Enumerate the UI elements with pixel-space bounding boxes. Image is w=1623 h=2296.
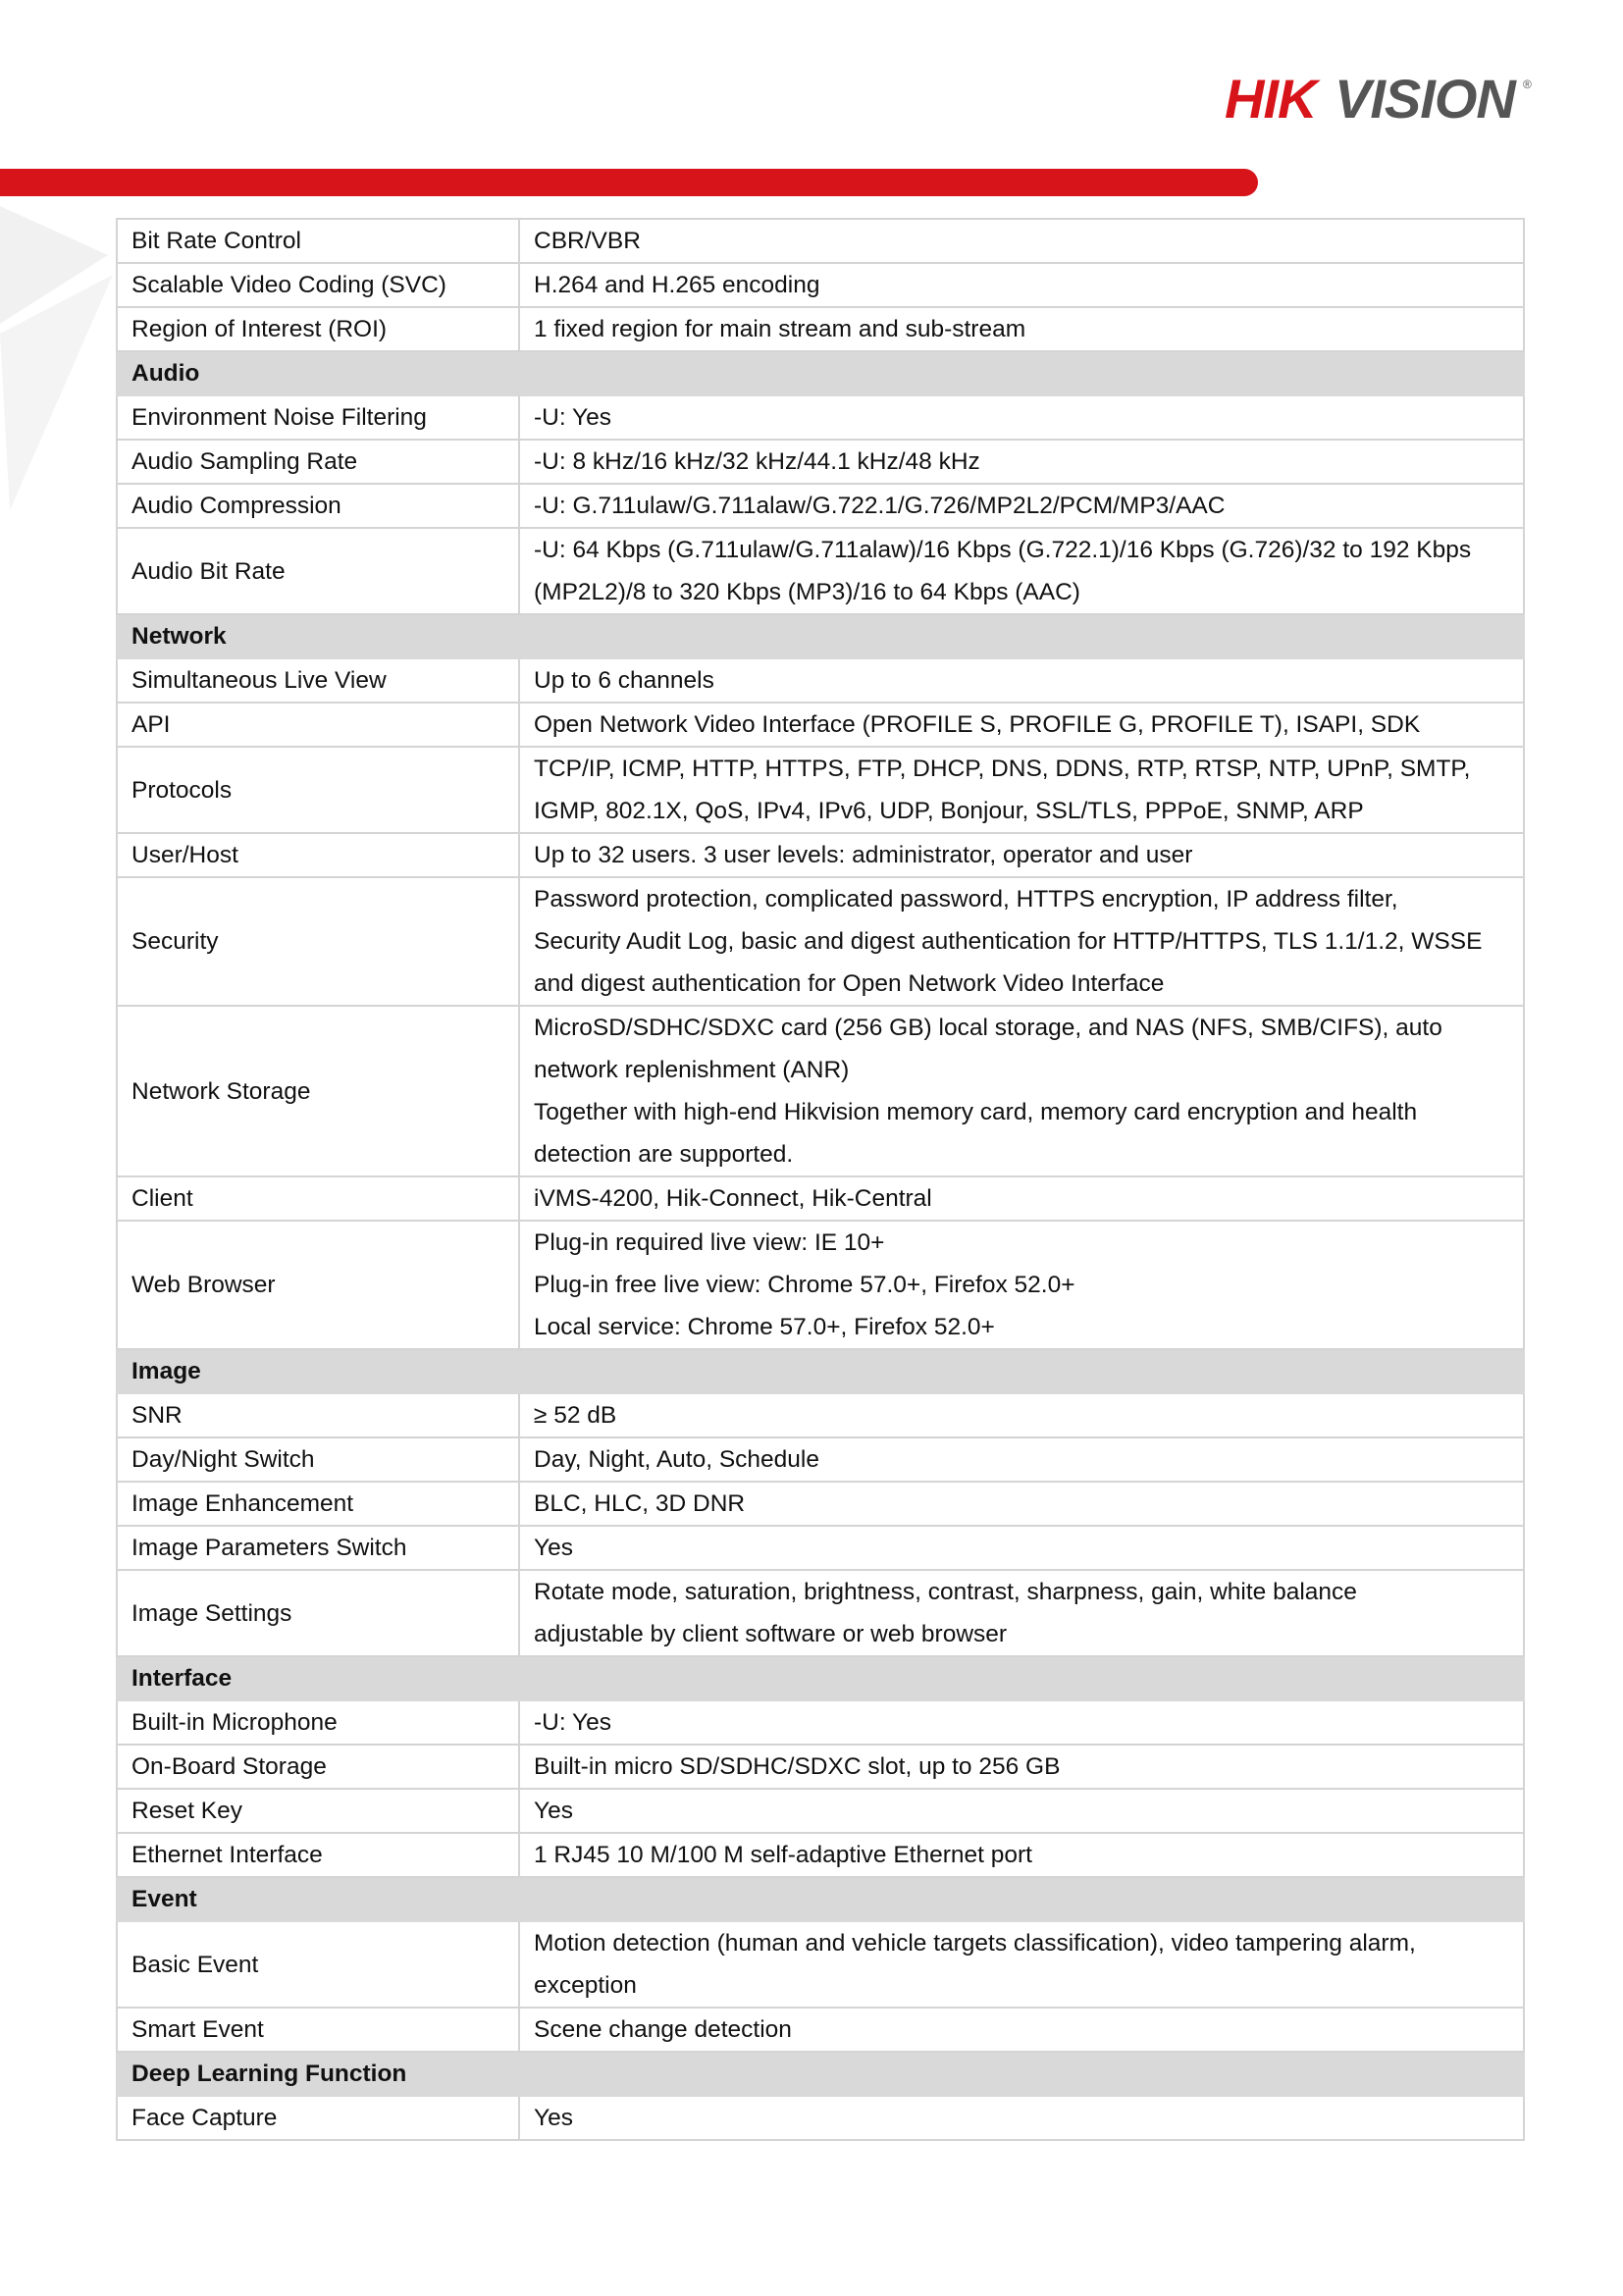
- spec-row: [117, 1176, 1524, 1221]
- spec-row: [117, 877, 1524, 1006]
- spec-label: Security: [117, 877, 519, 1006]
- spec-table: [116, 218, 1525, 2141]
- spec-value-line: Yes: [534, 1535, 573, 1561]
- spec-label: Image Enhancement: [117, 1482, 519, 1526]
- spec-value: [519, 1482, 1524, 1526]
- spec-value: [519, 658, 1524, 703]
- hikvision-logo-mark: [1225, 61, 1539, 137]
- spec-value: [519, 219, 1524, 263]
- spec-row: [117, 747, 1524, 833]
- spec-row: [117, 219, 1524, 263]
- spec-label: Simultaneous Live View: [117, 658, 519, 703]
- spec-row: [117, 1526, 1524, 1570]
- spec-value: [519, 833, 1524, 877]
- spec-value-line: exception: [534, 1972, 637, 1999]
- spec-label: Built-in Microphone: [117, 1700, 519, 1745]
- spec-value-line: ≥ 52 dB: [534, 1402, 617, 1429]
- spec-value-line: Local service: Chrome 57.0+, Firefox 52.0+: [534, 1314, 995, 1340]
- spec-label: Basic Event: [117, 1921, 519, 2008]
- spec-value: [519, 1176, 1524, 1221]
- spec-row: [117, 1921, 1524, 2008]
- spec-row: [117, 440, 1524, 484]
- spec-value-line: CBR/VBR: [534, 228, 641, 254]
- spec-label: Scalable Video Coding (SVC): [117, 263, 519, 307]
- section-filler: [519, 1349, 1524, 1393]
- spec-value: [519, 2096, 1524, 2140]
- spec-value-line: Plug-in required live view: IE 10+: [534, 1229, 885, 1256]
- spec-row: [117, 833, 1524, 877]
- spec-value: [519, 484, 1524, 528]
- spec-row: [117, 395, 1524, 440]
- spec-value: [519, 440, 1524, 484]
- spec-label: User/Host: [117, 833, 519, 877]
- spec-row: [117, 1570, 1524, 1656]
- spec-value: [519, 1745, 1524, 1789]
- section-title: Network: [117, 614, 519, 658]
- spec-label: Ethernet Interface: [117, 1833, 519, 1877]
- spec-row: [117, 1437, 1524, 1482]
- spec-value-line: -U: Yes: [534, 1709, 611, 1736]
- spec-row: [117, 1221, 1524, 1349]
- spec-row: [117, 2096, 1524, 2140]
- spec-value-line: detection are supported.: [534, 1141, 794, 1168]
- spec-label: Protocols: [117, 747, 519, 833]
- spec-value: [519, 703, 1524, 747]
- section-title: Audio: [117, 351, 519, 395]
- spec-value-line: 1 fixed region for main stream and sub-stream: [534, 316, 1026, 342]
- spec-row: [117, 1789, 1524, 1833]
- spec-value-line: Password protection, complicated password, HTTPS encryption, IP address filter,: [534, 886, 1398, 913]
- section-title: Interface: [117, 1656, 519, 1700]
- section-filler: [519, 1656, 1524, 1700]
- section-filler: [519, 351, 1524, 395]
- spec-row: [117, 528, 1524, 614]
- spec-value-line: Up to 32 users. 3 user levels: administrator, operator and user: [534, 842, 1193, 868]
- spec-value: [519, 528, 1524, 614]
- spec-value-line: adjustable by client software or web browser: [534, 1621, 1008, 1647]
- spec-value-line: H.264 and H.265 encoding: [534, 272, 820, 298]
- spec-value-line: network replenishment (ANR): [534, 1057, 850, 1083]
- spec-value: [519, 1437, 1524, 1482]
- svg-text:VISION: VISION: [1335, 68, 1515, 130]
- spec-row: [117, 1482, 1524, 1526]
- spec-label: SNR: [117, 1393, 519, 1437]
- spec-label: Network Storage: [117, 1006, 519, 1176]
- spec-row: [117, 307, 1524, 351]
- spec-value-line: -U: 64 Kbps (G.711ulaw/G.711alaw)/16 Kbps (G.722.1)/16 Kbps (G.726)/32 to 192 Kbps: [534, 537, 1472, 563]
- spec-label: Image Parameters Switch: [117, 1526, 519, 1570]
- spec-value-line: Rotate mode, saturation, brightness, contrast, sharpness, gain, white balance: [534, 1579, 1357, 1605]
- spec-value-line: IGMP, 802.1X, QoS, IPv4, IPv6, UDP, Bonjour, SSL/TLS, PPPoE, SNMP, ARP: [534, 798, 1364, 824]
- spec-value-line: -U: 8 kHz/16 kHz/32 kHz/44.1 kHz/48 kHz: [534, 448, 980, 475]
- spec-row: [117, 263, 1524, 307]
- section-title: Deep Learning Function: [117, 2052, 519, 2096]
- spec-label: Web Browser: [117, 1221, 519, 1349]
- spec-value-line: BLC, HLC, 3D DNR: [534, 1490, 746, 1517]
- spec-table-body: [117, 219, 1524, 2140]
- section-header-row: [117, 1877, 1524, 1921]
- spec-value-line: Built-in micro SD/SDHC/SDXC slot, up to 256 GB: [534, 1753, 1061, 1780]
- spec-value: [519, 1833, 1524, 1877]
- spec-row: [117, 703, 1524, 747]
- spec-row: [117, 1833, 1524, 1877]
- spec-row: [117, 1006, 1524, 1176]
- section-header-row: [117, 351, 1524, 395]
- spec-value: [519, 1570, 1524, 1656]
- hikvision-logo: [1225, 61, 1539, 137]
- spec-value: [519, 1700, 1524, 1745]
- header-accent-bar: [0, 169, 1258, 196]
- spec-value-line: -U: Yes: [534, 404, 611, 431]
- svg-text:HIK: HIK: [1225, 68, 1317, 130]
- spec-label: Day/Night Switch: [117, 1437, 519, 1482]
- spec-row: [117, 2008, 1524, 2052]
- section-header-row: [117, 1656, 1524, 1700]
- spec-value: [519, 877, 1524, 1006]
- watermark-shape: [0, 196, 118, 530]
- spec-value-line: MicroSD/SDHC/SDXC card (256 GB) local storage, and NAS (NFS, SMB/CIFS), auto: [534, 1015, 1442, 1041]
- section-header-row: [117, 2052, 1524, 2096]
- spec-value-line: (MP2L2)/8 to 320 Kbps (MP3)/16 to 64 Kbps (AAC): [534, 579, 1080, 605]
- spec-value-line: Yes: [534, 1798, 573, 1824]
- spec-value-line: Day, Night, Auto, Schedule: [534, 1446, 819, 1473]
- spec-row: [117, 658, 1524, 703]
- spec-label: Image Settings: [117, 1570, 519, 1656]
- spec-value: [519, 2008, 1524, 2052]
- spec-value-line: Scene change detection: [534, 2016, 792, 2043]
- spec-row: [117, 484, 1524, 528]
- spec-value: [519, 1006, 1524, 1176]
- spec-label: Reset Key: [117, 1789, 519, 1833]
- spec-label: On-Board Storage: [117, 1745, 519, 1789]
- spec-value-line: -U: G.711ulaw/G.711alaw/G.722.1/G.726/MP2L2/PCM/MP3/AAC: [534, 493, 1226, 519]
- section-filler: [519, 614, 1524, 658]
- spec-value-line: Security Audit Log, basic and digest authentication for HTTP/HTTPS, TLS 1.1/1.2, WSSE: [534, 928, 1483, 955]
- spec-row: [117, 1745, 1524, 1789]
- spec-label: Environment Noise Filtering: [117, 395, 519, 440]
- section-title: Event: [117, 1877, 519, 1921]
- spec-value-line: Yes: [534, 2105, 573, 2131]
- spec-value-line: Together with high-end Hikvision memory card, memory card encryption and health: [534, 1099, 1418, 1125]
- spec-label: Region of Interest (ROI): [117, 307, 519, 351]
- spec-value-line: Open Network Video Interface (PROFILE S, PROFILE G, PROFILE T), ISAPI, SDK: [534, 711, 1421, 738]
- section-header-row: [117, 1349, 1524, 1393]
- spec-value: [519, 1221, 1524, 1349]
- section-filler: [519, 2052, 1524, 2096]
- svg-text:®: ®: [1523, 78, 1532, 91]
- section-filler: [519, 1877, 1524, 1921]
- spec-value: [519, 307, 1524, 351]
- spec-value-line: iVMS-4200, Hik-Connect, Hik-Central: [534, 1185, 932, 1212]
- spec-label: Smart Event: [117, 2008, 519, 2052]
- spec-value-line: Motion detection (human and vehicle targets classification), video tampering alarm,: [534, 1930, 1416, 1957]
- spec-label: Audio Compression: [117, 484, 519, 528]
- spec-label: Face Capture: [117, 2096, 519, 2140]
- spec-value: [519, 395, 1524, 440]
- spec-value-line: TCP/IP, ICMP, HTTP, HTTPS, FTP, DHCP, DNS, DDNS, RTP, RTSP, NTP, UPnP, SMTP,: [534, 756, 1471, 782]
- spec-label: Client: [117, 1176, 519, 1221]
- spec-value-line: 1 RJ45 10 M/100 M self-adaptive Ethernet port: [534, 1842, 1032, 1868]
- section-title: Image: [117, 1349, 519, 1393]
- spec-value: [519, 263, 1524, 307]
- spec-value: [519, 1393, 1524, 1437]
- spec-value-line: Plug-in free live view: Chrome 57.0+, Firefox 52.0+: [534, 1272, 1075, 1298]
- section-header-row: [117, 614, 1524, 658]
- spec-value-line: and digest authentication for Open Network Video Interface: [534, 970, 1165, 997]
- spec-value-line: Up to 6 channels: [534, 667, 714, 694]
- spec-value: [519, 1921, 1524, 2008]
- spec-row: [117, 1393, 1524, 1437]
- spec-label: Audio Bit Rate: [117, 528, 519, 614]
- spec-value: [519, 1789, 1524, 1833]
- spec-label: API: [117, 703, 519, 747]
- spec-row: [117, 1700, 1524, 1745]
- spec-value: [519, 1526, 1524, 1570]
- spec-value: [519, 747, 1524, 833]
- spec-label: Bit Rate Control: [117, 219, 519, 263]
- spec-label: Audio Sampling Rate: [117, 440, 519, 484]
